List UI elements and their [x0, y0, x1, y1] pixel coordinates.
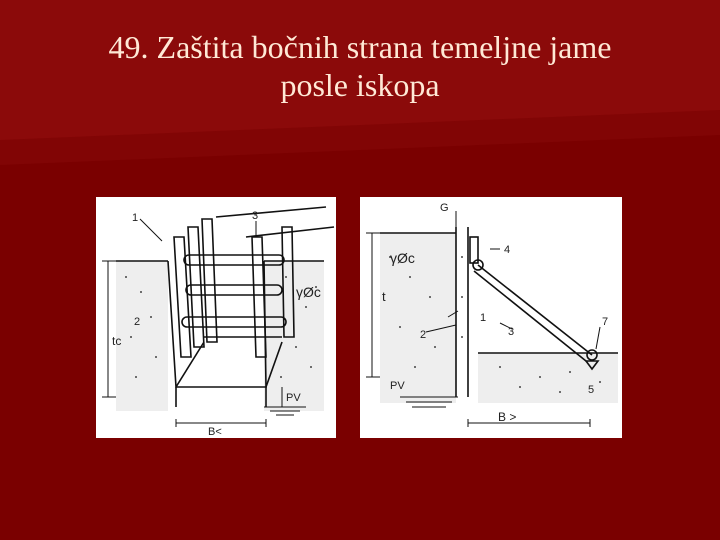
slide-title	[40, 28, 680, 104]
label-b: B<	[208, 426, 222, 438]
label-3: 3	[508, 326, 515, 338]
label-2: 2	[134, 316, 141, 328]
label-b: B >	[498, 410, 517, 424]
trench-shoring-figure	[96, 197, 336, 438]
label-5: 5	[588, 384, 595, 396]
braced-wall-figure	[360, 197, 622, 438]
trench-shoring-drawing	[96, 197, 336, 438]
label-7: 7	[602, 316, 609, 328]
label-tc: tc	[112, 334, 122, 348]
braced-wall-drawing	[360, 197, 622, 438]
label-pv: PV	[286, 392, 301, 404]
label-soil: γØc	[296, 284, 321, 300]
title-line-1: 49. Zaštita bočnih strana temeljne jame	[108, 29, 612, 65]
label-2: 2	[420, 329, 427, 341]
label-t: t	[382, 289, 386, 304]
label-g: G	[440, 202, 449, 214]
label-1: 1	[132, 212, 139, 224]
label-soil: γØc	[390, 250, 415, 266]
label-1: 1	[480, 312, 487, 324]
label-pv: PV	[390, 380, 405, 392]
label-4: 4	[504, 244, 511, 256]
label-3: 3	[252, 210, 259, 222]
title-line-2: posle iskopa	[280, 67, 440, 103]
